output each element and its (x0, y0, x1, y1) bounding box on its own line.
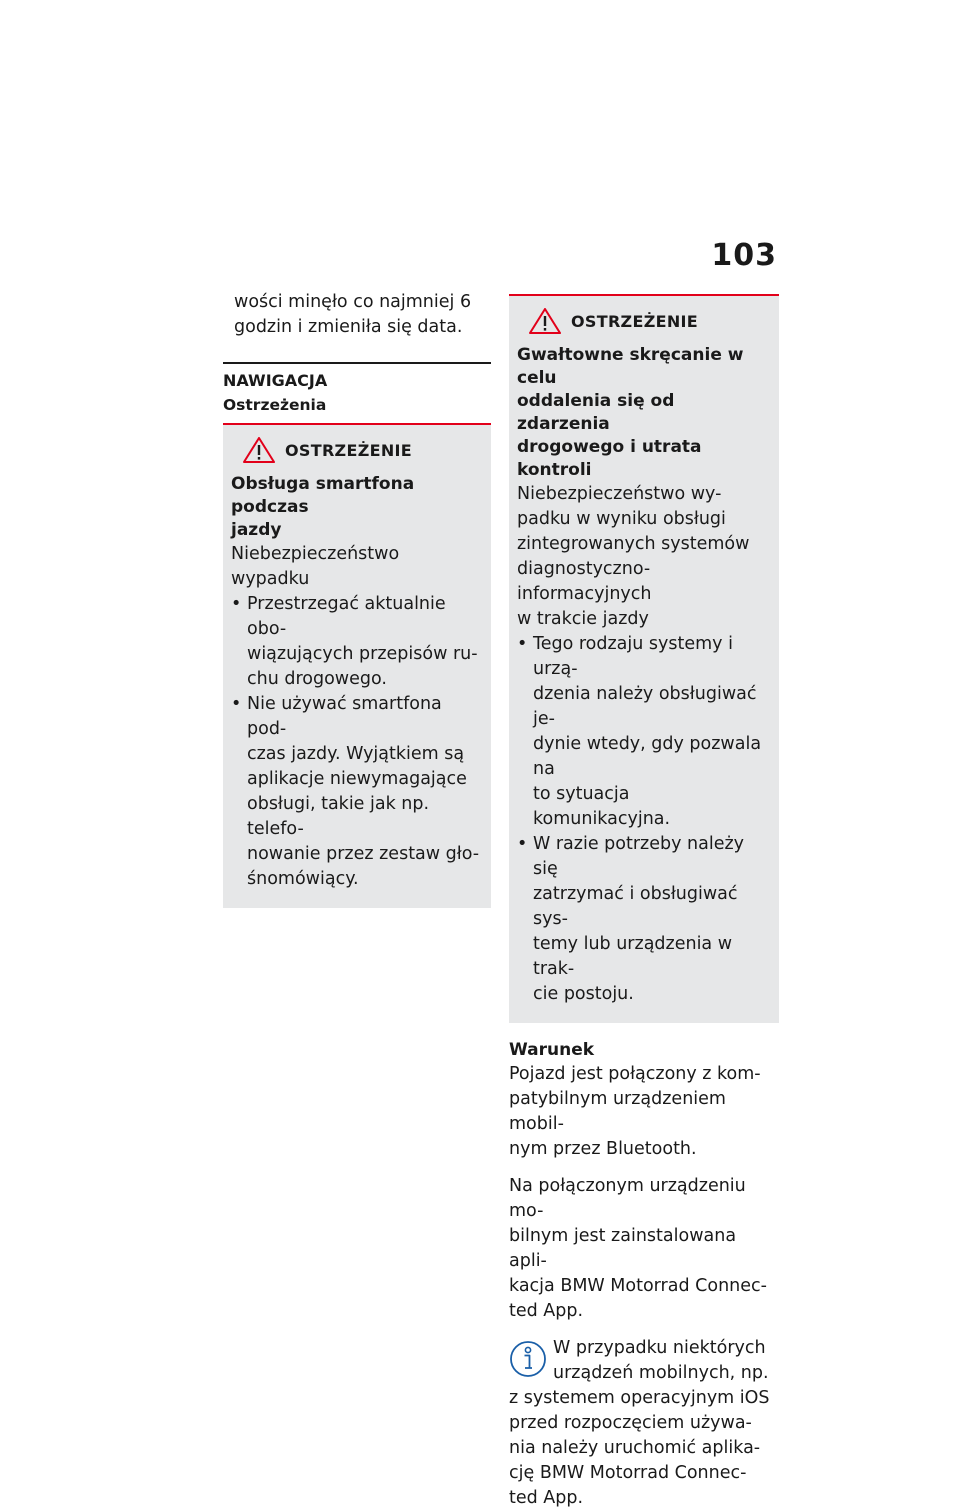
warning-heading-line: jazdy (231, 520, 282, 540)
text-line: Na połączonym urządzeniu mo- (509, 1176, 746, 1221)
text-line: ted App. (509, 1301, 584, 1321)
text-line: Pojazd jest połączony z kom- (509, 1064, 761, 1084)
warning-triangle-icon (243, 437, 275, 463)
warning-risk: Niebezpieczeństwo wypadku (231, 544, 400, 589)
text-line: dynie wtedy, gdy pozwala na (533, 734, 762, 779)
text-line: cję BMW Motorrad Connec- (509, 1463, 747, 1483)
text-line: z systemem operacyjnym iOS (509, 1388, 770, 1408)
bullet-dot: • (231, 594, 242, 614)
text-line: obsługi, takie jak np. telefo- (247, 794, 430, 839)
text-line: zatrzymać i obsługiwać sys- (533, 884, 738, 929)
text-line: cie postoju. (533, 984, 634, 1004)
bullet-dot: • (517, 634, 528, 654)
text-line: Tego rodzaju systemy i urzą- (533, 634, 733, 679)
text-line: godzin i zmieniła się data. (234, 317, 463, 337)
paragraph (509, 1062, 779, 1162)
condition-title: Warunek (509, 1040, 595, 1060)
info-note (509, 1336, 779, 1511)
warning-heading-line: drogowego i utrata kontroli (517, 437, 702, 480)
section-title: NAWIGACJA (223, 371, 328, 390)
warning-box (509, 294, 779, 1023)
warning-risk-line: zintegrowanych systemów (517, 534, 750, 554)
warning-title: OSTRZEŻENIE (285, 440, 412, 460)
bullet-item (517, 832, 769, 1007)
text-line: urządzeń mobilnych, np. (553, 1363, 769, 1383)
warning-title: OSTRZEŻENIE (571, 311, 698, 331)
text-line: dzenia należy obsługiwać je- (533, 684, 757, 729)
text-line: śnomówiący. (247, 869, 359, 889)
warning-header (529, 308, 769, 334)
info-icon (509, 1340, 547, 1378)
intro-paragraph (223, 290, 491, 340)
right-column (509, 294, 779, 1511)
bullet-dot: • (231, 694, 242, 714)
warning-heading-line: Gwałtowne skręcanie w celu (517, 345, 744, 388)
text-line: nia należy uruchomić aplika- (509, 1438, 761, 1458)
bullet-item (231, 692, 481, 892)
warning-bullets (231, 592, 481, 892)
text-line: W razie potrzeby należy się (533, 834, 744, 879)
text-line: bilnym jest zainstalowana apli- (509, 1226, 737, 1271)
section-heading (223, 362, 491, 417)
warning-risk-line: padku w wyniku obsługi (517, 509, 726, 529)
text-line: to sytuacja komunikacyjna. (533, 784, 671, 829)
text-line: aplikacje niewymagające (247, 769, 467, 789)
warning-triangle-icon (529, 308, 561, 334)
text-line: Przestrzegać aktualnie obo- (247, 594, 446, 639)
warning-risk-line: diagnostyczno-informacyjnych (517, 559, 652, 604)
warning-header (243, 437, 481, 463)
text-line: Nie używać smartfona pod- (247, 694, 442, 739)
warning-heading-line: Obsługa smartfona podczas (231, 474, 415, 517)
text-line: W przypadku niektórych (553, 1338, 766, 1358)
subsection-title: Ostrzeżenia (223, 396, 327, 414)
text-line: czas jazdy. Wyjątkiem są (247, 744, 465, 764)
warning-heading-line: oddalenia się od zdarzenia (517, 391, 675, 434)
bullet-item (231, 592, 481, 692)
paragraph (509, 1174, 779, 1324)
text-line: temy lub urządzenia w trak- (533, 934, 733, 979)
page-number: 103 (711, 238, 777, 273)
text-line: wiązujących przepisów ru- (247, 644, 478, 664)
bullet-dot: • (517, 834, 528, 854)
text-line: kacja BMW Motorrad Connec- (509, 1276, 767, 1296)
text-line: ted App. (509, 1488, 584, 1508)
text-line: patybilnym urządzeniem mobil- (509, 1089, 726, 1134)
bullet-item (517, 632, 769, 832)
text-line: chu drogowego. (247, 669, 387, 689)
text-line: przed rozpoczęciem używa- (509, 1413, 752, 1433)
warning-risk-line: Niebezpieczeństwo wy- (517, 484, 722, 504)
warning-box (223, 423, 491, 908)
left-column (223, 290, 491, 908)
warning-bullets (517, 632, 769, 1007)
text-line: nym przez Bluetooth. (509, 1139, 697, 1159)
text-line: wości minęło co najmniej 6 (234, 292, 472, 312)
warning-risk-line: w trakcie jazdy (517, 609, 649, 629)
text-line: nowanie przez zestaw gło- (247, 844, 480, 864)
